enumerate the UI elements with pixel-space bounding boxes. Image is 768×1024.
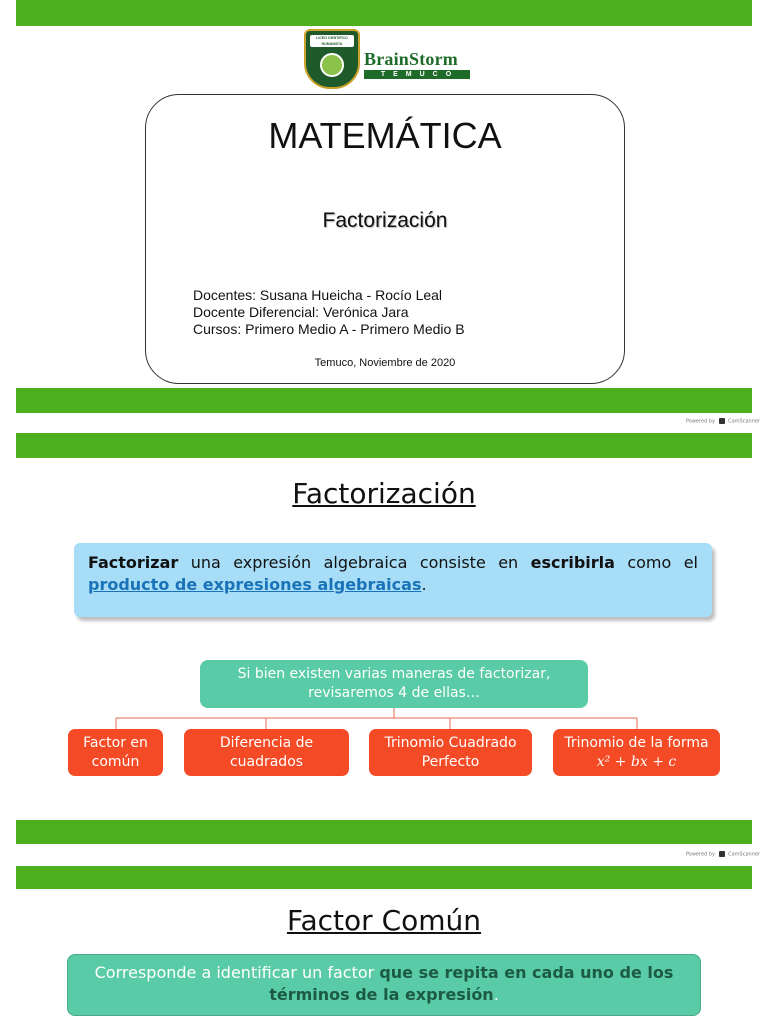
method-label: cuadrados — [229, 754, 304, 770]
method-label: Perfecto — [421, 754, 480, 770]
camscanner-watermark — [686, 851, 760, 858]
definition-box — [74, 543, 712, 617]
factor-comun-bold: que se repita en cada uno de los — [379, 963, 674, 982]
top-green-bar — [16, 0, 752, 26]
intro-line: revisaremos 4 de ellas… — [308, 685, 480, 701]
camscanner-icon — [719, 851, 725, 857]
method-label: Factor en — [83, 735, 148, 751]
factor-comun-bold: términos de la expresión — [269, 985, 494, 1004]
watermark-brand: CamScanner — [728, 418, 760, 425]
school-logo — [304, 29, 474, 89]
title-card — [145, 94, 625, 384]
watermark-brand: CamScanner — [728, 851, 760, 858]
definition-text: una expresión algebraica consiste en — [178, 553, 531, 572]
bottom-green-bar — [16, 388, 752, 413]
brand-name: BrainStorm — [364, 49, 458, 69]
camscanner-watermark — [686, 418, 760, 425]
credits — [193, 287, 465, 338]
definition-keyword: escribirla — [530, 553, 615, 572]
shield-text: LICEO CIENTIFICO HUMANISTA — [310, 35, 354, 47]
intro-box — [200, 660, 588, 708]
method-formula: x² + bx + c — [596, 754, 677, 770]
method-label: Trinomio Cuadrado — [384, 735, 517, 751]
method-label: Trinomio de la forma — [564, 735, 709, 751]
credits-line: Cursos: Primero Medio A - Primero Medio B — [193, 321, 465, 337]
brand-city: TEMUCO — [364, 70, 470, 79]
top-green-bar — [16, 866, 752, 889]
watermark-prefix: Powered by — [685, 851, 715, 858]
method-label: Diferencia de — [219, 735, 314, 751]
intro-line: Si bien existen varias maneras de factorizar, — [237, 666, 551, 682]
shield-icon — [304, 29, 360, 89]
definition-text: . — [421, 575, 427, 594]
page-subtitle: Factorización — [322, 209, 448, 232]
factor-comun-text: . — [493, 985, 499, 1004]
section-title: Factor Común — [286, 904, 482, 937]
emblem-icon — [320, 53, 344, 77]
definition-text: como el — [614, 553, 699, 572]
date-line: Temuco, Noviembre de 2020 — [314, 357, 456, 369]
definition-link[interactable]: producto de expresiones algebraicas — [88, 575, 422, 594]
method-factor-comun — [68, 729, 163, 776]
method-label: común — [91, 754, 140, 770]
credits-line: Docente Diferencial: Verónica Jara — [193, 304, 409, 320]
method-diferencia-cuadrados — [184, 729, 349, 776]
method-trinomio-cuadrado-perfecto — [369, 729, 532, 776]
credits-line: Docentes: Susana Hueicha - Rocío Leal — [193, 287, 443, 303]
factor-comun-box — [67, 954, 701, 1016]
watermark-prefix: Powered by — [685, 418, 715, 425]
method-trinomio-forma — [553, 729, 720, 776]
page-title: MATEMÁTICA — [268, 115, 502, 156]
section-title: Factorización — [292, 477, 476, 510]
top-green-bar — [16, 433, 752, 458]
camscanner-icon — [719, 418, 725, 424]
definition-keyword: Factorizar — [88, 553, 179, 572]
factor-comun-text: Corresponde a identificar un factor — [94, 963, 380, 982]
bottom-green-bar — [16, 820, 752, 844]
